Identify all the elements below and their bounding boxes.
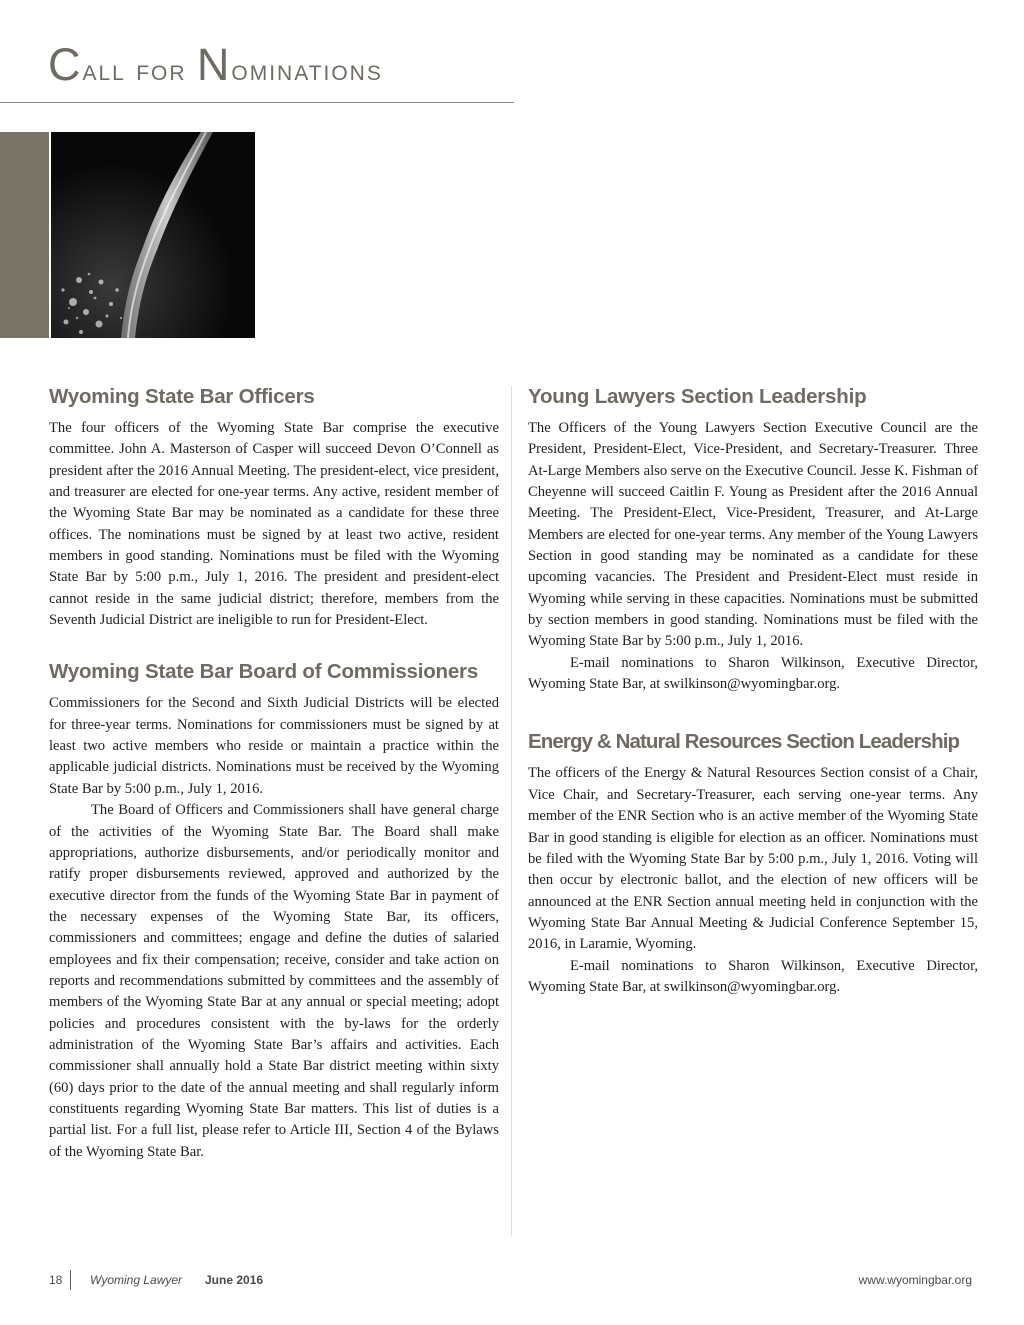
officers-paragraph: The four officers of the Wyoming State Bar comprise the executive committee. John A. Masterson of Casper will succeed Devon O’Connell as president after the 2016 Annual Meeting. The president-elect, vice president, and treasurer are elected for one-year terms. Any active, resident member of the Wyoming State Bar may be nominated as a candidate for these three offices. The nominations must be signed by at least two active, resident members in good standing. Nominations must be filed with the Wyoming State Bar by 5:00 p.m., July 1, 2016. The president and president-elect cannot reside in the same judicial district; therefore, members from the Seventh Judicial District are ineligible to run for President-Elect. bbox=[49, 420, 499, 629]
board-section bbox=[49, 659, 499, 1163]
feather-quill-image bbox=[51, 132, 255, 338]
board-paragraph-2: The Board of Officers and Commissioners shall have general charge of the activities of the Wyoming State Bar. The Board shall make appropriations, authorize disbursements, and/or periodically monitor and ratify proper disbursements reviewed, approved and authorized by the executive director from the funds of the Wyoming State Bar in payment of the necessary expenses of the Wyoming State Bar, its officers, commissioners and committees; engage and define the duties of salaried employees and fix their compensation; receive, consider and take action on reports and recommendations submitted by committees and the assembly of members of the Wyoming State Bar at any annual or special meeting; adopt policies and procedures consistent with the by-laws for the orderly administration of the Wyoming State Bar’s affairs and activities. Each commissioner shall annually hold a State Bar district meeting within sixty (60) days prior to the date of the annual meeting and shall regularly inform constituents regarding Wyoming State Bar matters. This list of duties is a partial list. For a full list, please refer to Article III, Section 4 of the Bylaws of the Wyoming State Bar. bbox=[49, 802, 499, 1160]
decorative-side-bar bbox=[0, 132, 49, 338]
footer-website-link[interactable]: www.wyomingbar.org bbox=[858, 1273, 972, 1287]
header-photo bbox=[51, 132, 255, 338]
footer-page-number: 18 bbox=[49, 1273, 63, 1287]
footer-publication: Wyoming Lawyer bbox=[90, 1273, 183, 1287]
enr-section bbox=[528, 729, 978, 998]
young-lawyers-paragraph-1: The Officers of the Young Lawyers Section Executive Council are the President, President-Elect, Vice-President, and Secretary-Treasurer. Three At-Large Members also serve on the Executive Council. Jesse K. Fishman of Cheyenne will succeed Caitlin F. Young as President after the 2016 Annual Meeting. The President-Elect, Vice-President, Treasurer, and At-Large Members are elected for one-year terms. Any member of the Young Lawyers Section in good standing may be nominated as a candidate for these upcoming vacancies. The President and President-Elect must reside in Wyoming while serving in these capacities. Nominations must be submitted by section members in good standing. Nominations must be filed with the Wyoming State Bar by 5:00 p.m., July 1, 2016. bbox=[528, 420, 979, 650]
left-column bbox=[49, 384, 499, 1163]
page-title: Call for Nominations bbox=[48, 39, 383, 90]
officers-heading: Wyoming State Bar Officers bbox=[49, 385, 315, 408]
board-heading: Wyoming State Bar Board of Commissioners bbox=[49, 660, 479, 684]
young-lawyers-heading: Young Lawyers Section Leadership bbox=[528, 385, 867, 408]
column-divider bbox=[511, 386, 512, 1236]
right-column bbox=[528, 384, 978, 998]
young-lawyers-section bbox=[528, 384, 978, 695]
title-rule bbox=[0, 102, 514, 103]
enr-email-note: E-mail nominations to Sharon Wilkinson, Executive Director, Wyoming State Bar, at swilkinson@wyomingbar.org. bbox=[528, 957, 978, 995]
enr-heading: Energy & Natural Resources Section Leadership bbox=[528, 730, 960, 754]
young-lawyers-email-note: E-mail nominations to Sharon Wilkinson, Executive Director, Wyoming State Bar, at swilkinson@wyomingbar.org. bbox=[528, 654, 978, 693]
officers-section bbox=[49, 384, 499, 631]
footer-divider bbox=[70, 1270, 71, 1290]
footer-date: June 2016 bbox=[205, 1273, 264, 1287]
board-paragraph-1: Commissioners for the Second and Sixth Judicial Districts will be elected for three-year terms. Nominations for commissioners must be signed by at least two active members who reside or maintain a practice within the applicable judicial districts. Nominations must be received by the Wyoming State Bar by 5:00 p.m., July 1, 2016. bbox=[49, 695, 499, 797]
enr-paragraph-1: The officers of the Energy & Natural Resources Section consist of a Chair, Vice Chair, and Secretary-Treasurer, each serving one-year terms. Any member of the ENR Section who is an active member of the Wyoming State Bar in good standing is eligible for election as an officer. Nominations must be filed with the Wyoming State Bar by 5:00 p.m., July 1, 2016. Voting will then occur by electronic ballot, and the election of new officers will be announced at the ENR Section annual meeting held in conjunction with the Wyoming State Bar Annual Meeting & Judicial Conference September 15, 2016, in Laramie, Wyoming. bbox=[528, 765, 978, 953]
